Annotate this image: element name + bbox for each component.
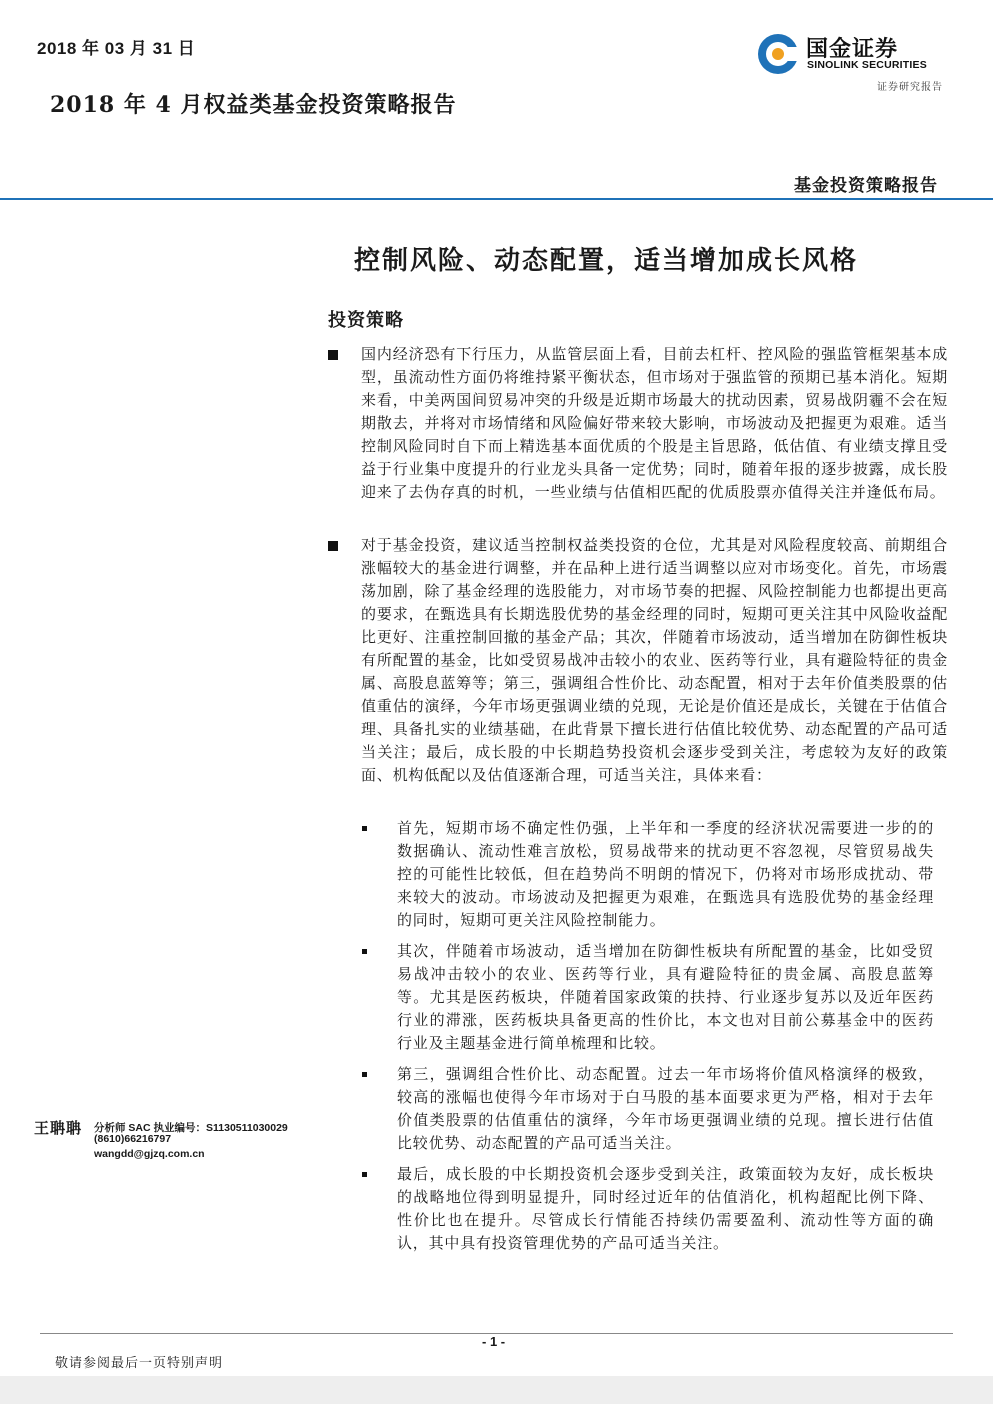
sub-bullet-text: 首先，短期市场不确定性仍强，上半年和一季度的经济状况需要进一步的的数据确认、流动性难言放松，贸易战带来的扰动更不容忽视，尽管贸易战失控的可能性比较低，但在趋势尚不明朗的情况下，仍将对市场形成扰动、带来较大的波动。市场波动及把握更为艰难，在甄选具有选股优势的基金经理的同时，短期可更关注风险控制能力。 bbox=[397, 819, 934, 929]
sub-bullet-item bbox=[362, 940, 934, 1055]
report-date: 2018 年 03 月 31 日 bbox=[37, 39, 196, 58]
company-logo bbox=[756, 30, 946, 78]
small-bullet-icon bbox=[362, 826, 367, 831]
footer-disclaimer: 敬请参阅最后一页特别声明 bbox=[55, 1356, 224, 1371]
bullet-text: 国内经济恐有下行压力，从监管层面上看，目前去杠杆、控风险的强监管框架基本成型，虽流动性方面仍将维持紧平衡状态，但市场对于强监管的预期已基本消化。短期来看，中美两国间贸易冲突的升级是近期市场最大的扰动因素，贸易战阴霾不会在短期散去，并将对市场情绪和风险偏好带来较大影响，市场波动及把握更为艰难。适当控制风险同时自下而上精选基本面优质的个股是主旨思路，低估值、有业绩支撑且受益于行业集中度提升的行业龙头具备一定优势；同时，随着年报的逐步披露，成长股迎来了去伪存真的时机，一些业绩与估值相匹配的优质股票亦值得关注并逢低布局。 bbox=[361, 345, 948, 501]
section-title: 投资策略 bbox=[328, 310, 404, 331]
analyst-phone: (8610)66216797 bbox=[94, 1133, 172, 1145]
bullet-text: 对于基金投资，建议适当控制权益类投资的仓位，尤其是对风险程度较高、前期组合涨幅较大的基金进行调整，并在品种上进行适当调整以应对市场变化。首先，市场震荡加剧，除了基金经理的选股能力，对市场节奏的把握、风险控制能力也都提出更高的要求，在甄选具有长期选股优势的基金经理的同时，短期可更关注其中风险收益配比更好、注重控制回撤的基金产品；其次，伴随着市场波动，适当增加在防御性板块有所配置的基金，比如受贸易战冲击较小的农业、医药等行业，具有避险特征的贵金属、高股息蓝筹等；第三，强调组合性价比、动态配置，相对于去年价值类股票的估值重估的演绎，今年市场更强调业绩的兑现，无论是价值还是成长，关键在于估值合理、具备扎实的业绩基础，在此背景下擅长进行估值比较优势、动态配置的产品可适当关注；最后，成长股的中长期趋势投资机会逐步受到关注，考虑较为友好的政策面、机构低配以及估值逐渐合理，可适当关注，具体来看： bbox=[361, 536, 948, 784]
square-bullet-icon bbox=[328, 541, 338, 551]
logo-text-en: SINOLINK SECURITIES bbox=[807, 59, 927, 71]
bottom-band bbox=[0, 1376, 993, 1404]
sub-bullet-item bbox=[362, 817, 934, 932]
report-category: 基金投资策略报告 bbox=[794, 176, 938, 196]
analyst-email[interactable]: wangdd@gjzq.com.cn bbox=[94, 1148, 205, 1160]
report-title: 2018 年 4 月权益类基金投资策略报告 bbox=[50, 92, 457, 118]
square-bullet-icon bbox=[328, 350, 338, 360]
sub-bullet-item bbox=[362, 1163, 934, 1255]
sub-bullet-text: 最后，成长股的中长期投资机会逐步受到关注，政策面较为友好，成长板块的战略地位得到明显提升，同时经过近年的估值消化，机构超配比例下降、性价比也在提升。尽管成长行情能否持续仍需要盈利、流动性等方面的确认，其中具有投资管理优势的产品可适当关注。 bbox=[397, 1165, 934, 1252]
small-bullet-icon bbox=[362, 1172, 367, 1177]
sub-bullet-text: 其次，伴随着市场波动，适当增加在防御性板块有所配置的基金，比如受贸易战冲击较小的农业、医药等行业，具有避险特征的贵金属、高股息蓝筹等。尤其是医药板块，伴随着国家政策的扶持、行业逐步复苏以及近年医药行业的滞涨，医药板块具备更高的性价比，本文也对目前公募基金中的医药行业及主题基金进行简单梳理和比较。 bbox=[397, 942, 934, 1052]
headline: 控制风险、动态配置，适当增加成长风格 bbox=[354, 246, 859, 276]
page-number: - 1 - bbox=[482, 1334, 506, 1349]
analyst-name: 王聃聃 bbox=[34, 1119, 83, 1137]
header-divider bbox=[0, 198, 993, 200]
sub-bullet-text: 第三，强调组合性价比、动态配置。过去一年市场将价值风格演绎的极致，较高的涨幅也使得今年市场对于白马股的基本面要求更为严格，相对于去年价值类股票的估值重估的演绎，今年市场更强调业绩的兑现。擅长进行估值比较优势、动态配置的产品可适当关注。 bbox=[397, 1065, 934, 1152]
small-bullet-icon bbox=[362, 949, 367, 954]
sinolink-logo-icon bbox=[756, 32, 800, 76]
small-bullet-icon bbox=[362, 1072, 367, 1077]
logo-subtitle: 证券研究报告 bbox=[877, 82, 943, 93]
bullet-item bbox=[328, 534, 948, 787]
logo-text-cn: 国金证券 bbox=[806, 37, 899, 62]
analyst-cert: 分析师 SAC 执业编号：S1130511030029 bbox=[94, 1122, 288, 1134]
bullet-item bbox=[328, 343, 948, 504]
sub-bullet-item bbox=[362, 1063, 934, 1155]
